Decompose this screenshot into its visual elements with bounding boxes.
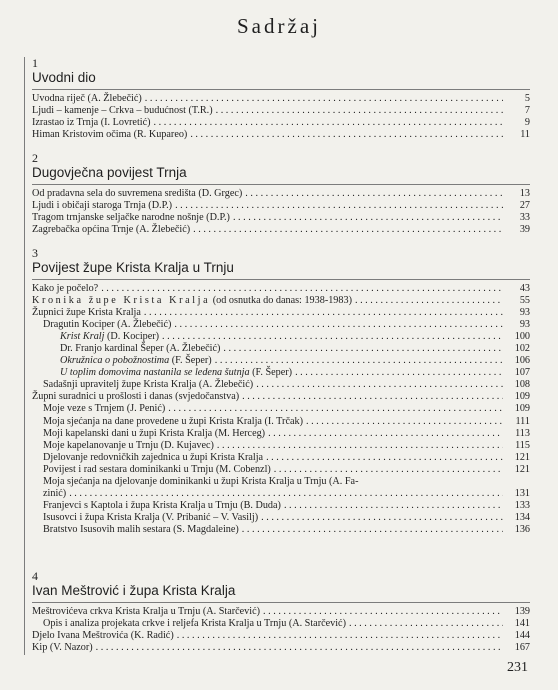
entry-page-number: 9 <box>524 117 530 129</box>
entry-title <box>43 524 239 536</box>
entry-title <box>32 630 174 642</box>
entry-title <box>43 428 265 440</box>
toc-entry[interactable] <box>32 512 530 524</box>
entry-title-text: Ljudi i običaji staroga Trnja (D.P.) <box>32 200 173 212</box>
toc-entry[interactable] <box>32 642 530 654</box>
entry-title-text: Moje kapelanovanje u Trnju (D. Kujavec) <box>43 439 214 451</box>
entry-title-text: Župnici župe Krista Kralja <box>32 307 141 319</box>
entry-title-text: Kip (V. Nazor) <box>32 642 93 654</box>
dot-leader <box>268 428 503 440</box>
entry-title <box>43 488 66 500</box>
entry-title <box>43 440 214 452</box>
entry-page-number: 43 <box>519 283 530 294</box>
entry-title-text: Tragom trnjanske seljačke narodne nošnje (D.P.) <box>32 212 230 224</box>
entry-page-number: 141 <box>514 618 530 630</box>
entry-title <box>32 188 242 200</box>
entry-title <box>32 212 230 224</box>
toc-entry[interactable] <box>32 295 530 307</box>
dot-leader <box>174 319 503 331</box>
entry-title-text: Uvodna riječ (A. Žlebečić) <box>32 93 142 104</box>
entry-page-number: 11 <box>520 129 530 141</box>
dot-leader <box>284 500 503 512</box>
dot-leader <box>175 200 503 212</box>
dot-leader <box>101 283 503 295</box>
entry-title <box>32 391 239 403</box>
entry-page-number: 93 <box>519 319 530 331</box>
entry-title <box>43 500 281 512</box>
dot-leader <box>216 105 503 117</box>
toc-entry[interactable] <box>32 343 530 355</box>
entry-title-text: Himan Kristovim očima (R. Kupareo) <box>32 129 188 141</box>
entry-title-text: Moja sjećanja na djelovanje dominikanki u župi Krista Kralja u Trnju (A. Fa- <box>43 475 359 487</box>
dot-leader <box>144 307 503 319</box>
dot-leader <box>168 403 503 415</box>
entry-page-number: 139 <box>514 606 530 617</box>
entry-page-number: 131 <box>514 487 530 499</box>
section-entries <box>32 606 530 654</box>
entry-page-number: 100 <box>514 331 530 343</box>
entry-title <box>32 224 190 236</box>
left-rule <box>24 57 25 655</box>
entry-title-text: Izrastao iz Trnja (I. Lovretić) <box>32 117 151 129</box>
entry-title-text: Opis i analiza projekata crkve i reljefa Krista Kralja u Trnju (A. Starčević) <box>43 618 346 630</box>
toc-entry[interactable] <box>32 391 530 403</box>
entry-title <box>43 319 171 331</box>
entry-title <box>32 93 142 105</box>
dot-leader <box>69 488 503 500</box>
entry-title-text: Bratstvo Isusovih malih sestara (S. Magdaleine) <box>43 523 239 535</box>
toc-entry[interactable] <box>32 200 530 212</box>
toc-entry[interactable] <box>32 307 530 319</box>
toc-entry[interactable] <box>32 464 530 476</box>
toc-entry[interactable] <box>32 500 530 512</box>
entry-title <box>32 606 260 618</box>
dot-leader <box>274 464 503 476</box>
dot-leader <box>154 117 503 129</box>
entry-title <box>60 343 220 355</box>
dot-leader <box>223 343 503 355</box>
entry-title <box>43 512 258 524</box>
section-entries <box>32 283 530 536</box>
toc-entry[interactable] <box>32 428 530 440</box>
entry-title-text: Moji kapelanski dani u župi Krista Kralja (M. Herceg) <box>43 427 266 439</box>
entry-title <box>32 283 98 295</box>
toc-entry[interactable] <box>32 618 530 630</box>
entry-title <box>32 105 213 117</box>
entry-page-number: 5 <box>524 93 530 104</box>
dot-leader <box>242 524 503 536</box>
entry-page-number: 27 <box>519 200 530 212</box>
entry-title-italic: Okružnica o pobožnostima <box>60 355 170 367</box>
entry-title-text: (F. Šeper) <box>249 367 293 379</box>
dot-leader <box>233 212 503 224</box>
entry-page-number: 121 <box>514 451 530 463</box>
dot-leader <box>263 606 503 618</box>
entry-title-text: Dr. Franjo kardinal Šeper (A. Žlebečić) <box>60 343 221 355</box>
entry-page-number: 55 <box>519 295 530 307</box>
entry-title-text: Od pradavna sela do suvremena središta (D. Grgec) <box>32 188 243 199</box>
entry-page-number: 121 <box>514 463 530 475</box>
toc-entry[interactable] <box>32 93 530 105</box>
entry-page-number: 111 <box>515 415 530 427</box>
page-title: Sadržaj <box>237 14 321 38</box>
dot-leader <box>96 642 503 654</box>
entry-title-text: Moje veze s Trnjem (J. Penić) <box>43 403 166 415</box>
entry-page-number: 7 <box>524 105 530 117</box>
toc-entry[interactable] <box>32 379 530 391</box>
toc-entry[interactable] <box>32 452 530 464</box>
entry-title <box>43 403 165 415</box>
entry-title-text: (F. Šeper) <box>169 355 212 367</box>
entry-title <box>43 618 346 630</box>
toc-entry[interactable] <box>32 440 530 452</box>
entry-title-text: Kako je počelo? <box>32 283 99 294</box>
toc-entry[interactable] <box>32 283 530 295</box>
toc-entry[interactable] <box>32 630 530 642</box>
dot-leader <box>215 355 503 367</box>
entry-title <box>60 367 292 379</box>
entry-page-number: 115 <box>515 439 530 451</box>
entry-title <box>43 476 358 488</box>
dot-leader <box>242 391 503 403</box>
entry-title-text: zinić) <box>43 487 67 499</box>
entry-title-text: Zagrebačka općina Trnje (A. Žlebečić) <box>32 224 191 236</box>
entry-page-number: 33 <box>519 212 530 224</box>
entry-page-number: 107 <box>514 367 530 379</box>
entry-page-number: 93 <box>519 307 530 319</box>
entry-page-number: 113 <box>515 427 530 439</box>
dot-leader <box>256 379 503 391</box>
entry-page-number: 134 <box>514 511 530 523</box>
section-number: 1 <box>32 56 38 70</box>
entry-title-text: Djelovanje redovničkih zajednica u župi Krista Kralja <box>43 451 264 463</box>
section-title: Ivan Meštrović i župa Krista Kralja <box>32 583 530 603</box>
entry-title <box>32 129 187 141</box>
section-2 <box>32 152 530 236</box>
entry-title-text: Djelo Ivana Meštrovića (K. Radić) <box>32 630 174 642</box>
dot-leader <box>261 512 503 524</box>
section-entries <box>32 188 530 236</box>
entry-page-number: 109 <box>514 403 530 415</box>
entry-page-number: 109 <box>514 391 530 403</box>
toc-entry[interactable] <box>32 403 530 415</box>
entry-page-number: 167 <box>514 642 530 654</box>
toc-entry[interactable] <box>32 367 530 379</box>
section-number: 3 <box>32 246 38 260</box>
entry-page-number: 136 <box>514 523 530 535</box>
toc-entry[interactable] <box>32 476 530 488</box>
toc-entry[interactable] <box>32 117 530 129</box>
entry-title <box>60 355 212 367</box>
section-3 <box>32 247 530 536</box>
entry-title <box>60 331 159 343</box>
entry-title <box>32 117 151 129</box>
section-number: 2 <box>32 151 38 165</box>
section-title: Dugovječna povijest Trnja <box>32 165 530 185</box>
entry-title-text: Sadašnji upravitelj župe Krista Kralja (A. Žlebečić) <box>43 379 254 391</box>
section-1 <box>32 57 530 141</box>
entry-title-text: Franjevci s Kaptola i župa Krista Kralja u Trnju (B. Duda) <box>43 499 281 511</box>
entry-title-italic: U toplim domovima nastanila se ledena šutnja <box>60 367 250 379</box>
toc-entry[interactable] <box>32 606 530 618</box>
dot-leader <box>355 295 503 307</box>
entry-page-number: 39 <box>519 224 530 236</box>
entry-title <box>32 307 141 319</box>
page-number: 231 <box>507 660 528 675</box>
entry-title <box>43 379 253 391</box>
entry-title <box>32 295 352 307</box>
entry-page-number: 108 <box>514 379 530 391</box>
entry-title <box>43 464 271 476</box>
entry-page-number: 133 <box>514 499 530 511</box>
toc-entry[interactable] <box>32 488 530 500</box>
dot-leader <box>266 452 503 464</box>
entry-title-text: Moja sjećanja na dane provedene u župi Krista Kralja (I. Trčak) <box>43 415 303 427</box>
entry-title <box>43 452 263 464</box>
dot-leader <box>306 416 503 428</box>
entry-title <box>32 200 172 212</box>
toc-entry[interactable] <box>32 416 530 428</box>
entry-title-text: Povijest i rad sestara dominikanki u Trnju (M. Cobenzl) <box>43 463 271 475</box>
entry-title-text: (od osnutka do danas: 1938-1983) <box>210 295 352 307</box>
toc-entry[interactable] <box>32 524 530 536</box>
entry-page-number: 102 <box>514 343 530 355</box>
entry-title-italic: Krist Kralj <box>60 331 105 343</box>
entry-page-number: 13 <box>519 188 530 199</box>
toc-entry[interactable] <box>32 319 530 331</box>
entry-title <box>43 416 303 428</box>
toc-entry[interactable] <box>32 331 530 343</box>
toc-entry[interactable] <box>32 188 530 200</box>
toc-entry[interactable] <box>32 355 530 367</box>
section-number: 4 <box>32 569 38 583</box>
toc-entry[interactable] <box>32 212 530 224</box>
dot-leader <box>177 630 503 642</box>
entry-page-number: 144 <box>514 630 530 642</box>
entry-title <box>32 642 93 654</box>
dot-leader <box>217 440 503 452</box>
dot-leader <box>162 331 503 343</box>
dot-leader <box>349 618 503 630</box>
entry-title-spaced: Kronika župe Krista Kralja <box>32 295 211 307</box>
toc-entry[interactable] <box>32 224 530 236</box>
section-title: Uvodni dio <box>32 70 530 90</box>
toc-entry[interactable] <box>32 129 530 141</box>
entry-title-text: Župni suradnici u prošlosti i danas (svjedočanstva) <box>32 391 240 403</box>
dot-leader <box>295 367 503 379</box>
entry-title-text: Meštrovićeva crkva Krista Kralja u Trnju (A. Starčević) <box>32 606 261 617</box>
section-title: Povijest župe Krista Kralja u Trnju <box>32 260 530 280</box>
entry-title-text: Dragutin Kociper (A. Žlebečić) <box>43 319 172 331</box>
dot-leader <box>245 188 503 200</box>
toc-body <box>24 57 532 655</box>
dot-leader <box>193 224 503 236</box>
dot-leader <box>145 93 503 105</box>
toc-entry[interactable] <box>32 105 530 117</box>
section-4 <box>32 570 530 654</box>
entry-title-text: Isusovci i župa Krista Kralja (V. Pribanić – V. Vasilj) <box>43 511 259 523</box>
entry-title-text: Ljudi – kamenje – Crkva – budućnost (T.R.) <box>32 105 213 117</box>
entry-title-text: (D. Kociper) <box>104 331 160 343</box>
entry-page-number: 106 <box>514 355 530 367</box>
section-entries <box>32 93 530 141</box>
dot-leader <box>190 129 503 141</box>
